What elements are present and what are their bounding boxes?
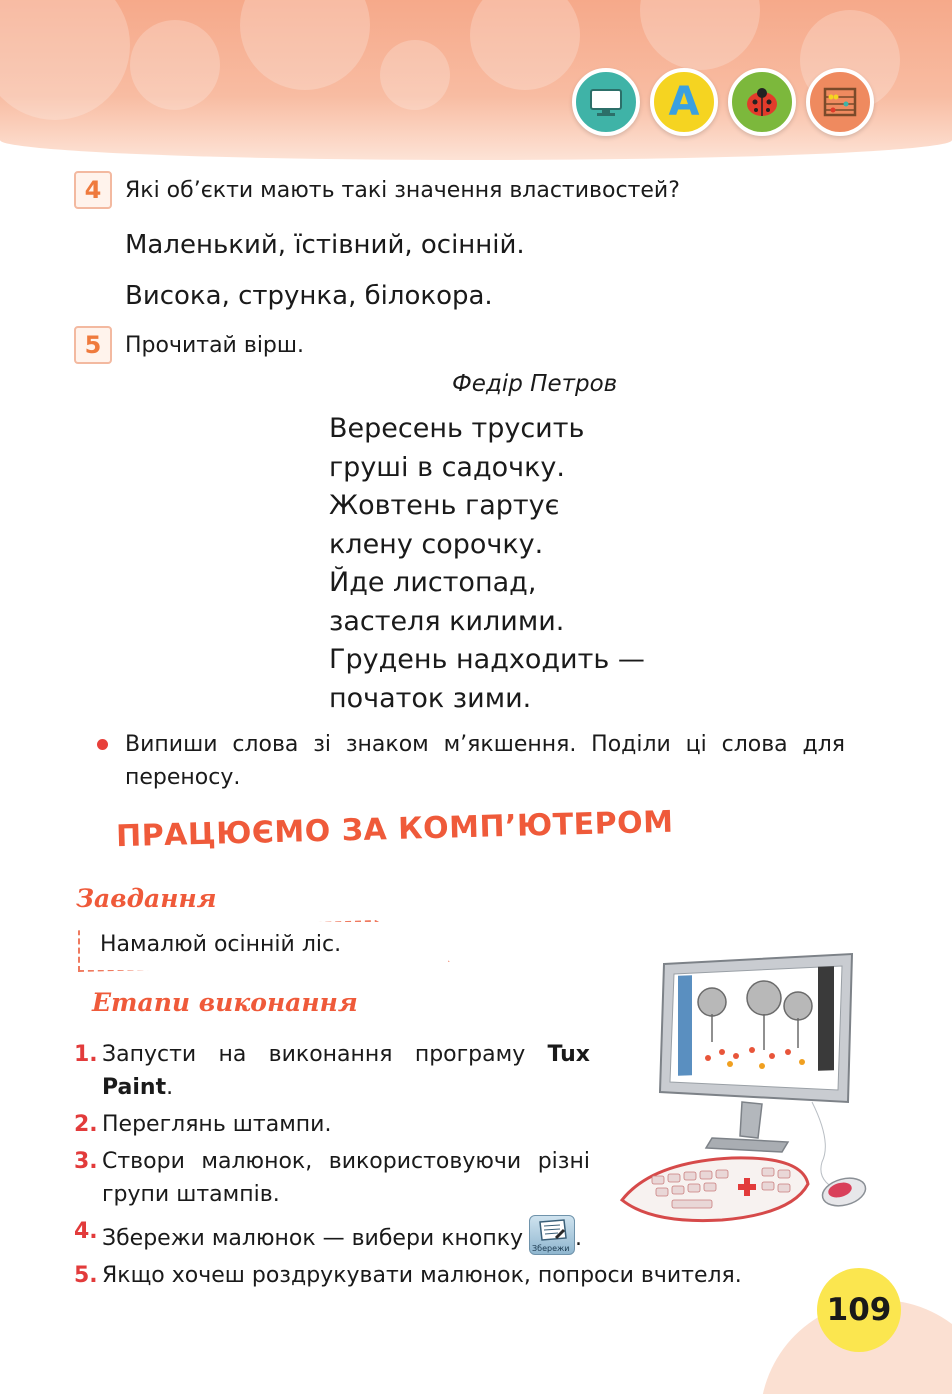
monitor-icon	[572, 68, 640, 136]
step-text-part: Запусти на виконання програму	[102, 1042, 548, 1067]
abacus-icon	[806, 68, 874, 136]
step-number: 3.	[74, 1149, 98, 1174]
poem-line: груші в садочку.	[329, 451, 565, 483]
section-title: ПРАЦЮЄМО ЗА КОМП’ЮТЕРОМ	[115, 804, 674, 855]
step-text-part: Збережи малюнок — вибери кнопку	[102, 1226, 524, 1251]
step-text: Переглянь штампи.	[102, 1112, 332, 1137]
list-item	[74, 1108, 590, 1141]
list-item	[74, 1038, 590, 1104]
ladybug-icon	[728, 68, 796, 136]
letter-a-icon	[650, 68, 718, 136]
poem-line: Йде листопад,	[329, 567, 537, 598]
save-icon-label: Збережи	[532, 1244, 570, 1253]
step-text	[102, 1215, 582, 1255]
list-item	[74, 1259, 794, 1292]
step-number: 4.	[74, 1219, 98, 1244]
exercise-4-answer-2: Висока, струнка, білокора.	[125, 281, 493, 311]
step-number: 2.	[74, 1112, 98, 1137]
exercise-5-instruction: Прочитай вірш.	[125, 333, 305, 358]
poem-line: Грудень надходить —	[329, 644, 645, 675]
save-icon	[529, 1215, 575, 1255]
steps-list	[74, 1038, 742, 1296]
bullet-icon	[97, 739, 108, 750]
computer-illustration	[612, 952, 872, 1242]
step-text-part: .	[166, 1075, 174, 1100]
poem-line: початок зими.	[329, 682, 532, 714]
letter-a-glyph: A	[668, 79, 700, 125]
step-text	[102, 1038, 590, 1104]
step-text: Якщо хочеш роздрукувати малюнок, попроси вчителя.	[102, 1263, 742, 1288]
task-text: Намалюй осінній ліс.	[100, 932, 342, 957]
exercise-4-answer-1: Маленький, їстівний, осінній.	[125, 230, 525, 260]
list-item	[74, 1145, 590, 1211]
step-text: Створи малюнок, використовуючи різні групи штампів.	[102, 1149, 590, 1207]
poem-line: застеля килими.	[329, 605, 565, 637]
poem-line: Вересень трусить	[329, 413, 585, 444]
steps-heading: Етапи виконання	[92, 988, 358, 1017]
task-heading: Завдання	[76, 884, 217, 913]
step-text-part: .	[575, 1226, 583, 1251]
poem-author: Федір Петров	[452, 371, 618, 397]
step-number: 1.	[74, 1042, 98, 1067]
page-number: 109	[817, 1268, 901, 1352]
exercise-5-task: Випиши слова зі знаком м’якшення. Поділи ці слова для переносу.	[125, 732, 845, 790]
program-name: Tux Paint	[102, 1042, 590, 1100]
section-icons	[572, 68, 874, 136]
exercise-5-number: 5	[74, 326, 112, 364]
poem-line: клену сорочку.	[329, 528, 544, 560]
step-number: 5.	[74, 1263, 98, 1288]
exercise-4-question: Які об’єкти мають такі значення властивостей?	[125, 178, 680, 203]
poem	[329, 410, 645, 718]
poem-line: Жовтень гартує	[329, 490, 560, 521]
exercise-4-number: 4	[74, 171, 112, 209]
